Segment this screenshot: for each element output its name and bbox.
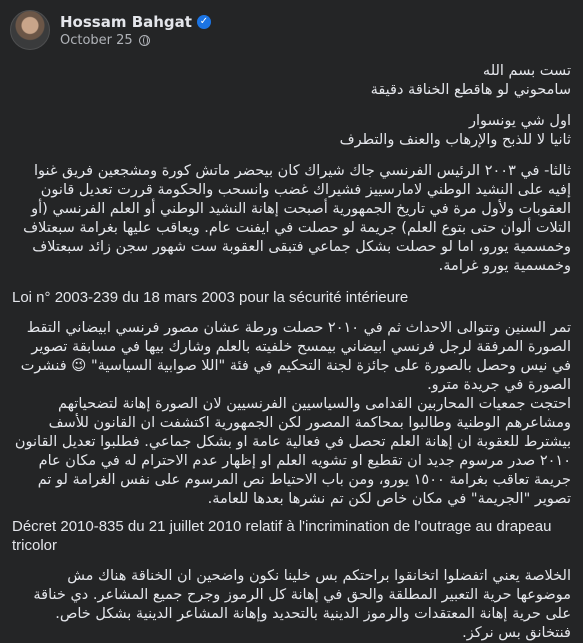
post-paragraph-1: تست بسم الله سامحوني لو هاقطع الخناقة دقيقة	[370, 63, 571, 98]
post-paragraph-2: اول شي يونسوار ثانيا لا للذبح والإرهاب والعنف والتطرف	[339, 113, 571, 148]
post-date-row	[60, 33, 211, 48]
verified-badge-icon: ✓	[197, 15, 211, 29]
author-avatar[interactable]	[10, 10, 50, 50]
post-date[interactable]: October 25	[60, 32, 133, 48]
author-name-row	[60, 13, 211, 31]
globe-icon	[139, 35, 150, 46]
post-paragraph-5: الخلاصة يعني اتفضلوا اتخانقوا براحتكم بس خلينا نكون واضحين ان الخناقة هناك مش موضوعها حرية التعبير المطلقة والحق في إهانة كل الرموز وجرح جميع المشاعر. دي خناقة على حرية إهانة المعتقدات والرموز الدينية بالتحديد وإهانة المشاعر الدينية بشكل خاص. فنتخانق بس نركز.	[33, 568, 571, 641]
decree-reference-2010: Décret 2010-835 du 21 juillet 2010 relatif à l'incrimination de l'outrage au drapeau tricolor	[12, 518, 552, 554]
author-name[interactable]: Hossam Bahgat	[60, 12, 192, 31]
post-body	[12, 62, 571, 643]
law-reference-2003: Loi n° 2003-239 du 18 mars 2003 pour la sécurité intérieure	[12, 289, 409, 306]
post-paragraph-4: تمر السنين وتتوالى الاحداث ثم في ٢٠١٠ حصلت ورطة عشان مصور فرنسي ابيضاني التقط الصورة المرفقة لرجل فرنسي ابيضاني بيمسح خلفيته بالعلم وشارك بيها في مسابقة تصوير في نيس وحصل بالصورة على جائزة لجنة التحكيم في فئة "اللا صوابية السياسية" 😉 فنشرت الصورة في جريدة مترو. احتجت جمعيات المحاربين القدامى والسياسيين الفرنسيين لان الصورة إهانة لتضحياتهم ومشاعرهم الوطنية وطالبوا بمحاكمة المصور لكن الجمهورية اكتشفت ان القانون للأسف بيشترط للعقوبة ان إهانة العلم تحصل في فعالية عامة او بشكل جماعي. فطلبوا تعديل القانون ٢٠١٠ صدر مرسوم جديد ان تقطيع او تشويه العلم او إظهار عدم الاحترام له في مكان عام جريمة تعاقب بغرامة ١٥٠٠ يورو، ومن باب الاحتياط نص المرسوم على نفس الغرامة لو تم تصوير "الجريمة" في مكان خاص لكن تم نشرها بعدها للعامة.	[14, 320, 571, 507]
post-paragraph-3: ثالثا- في ٢٠٠٣ الرئيس الفرنسي جاك شيراك كان بيحضر ماتش كورة ومشجعين فريق غنوا إفيه على النشيد الوطني لامارسييز فشيراك غضب وانسحب والحكومة قررت تعديل قانون العقوبات ولأول مرة في تاريخ الجمهورية أصبحت إهانة النشيد الوطني أو العلم الفرنسي (أو التلات ألوان حتى بتوع العلم) جريمة لو حصلت في ايفنت عام. ويعاقب عليها بغرامة سبعتلاف وخمسمية يورو، اما لو حصلت بشكل جماعي فتبقى العقوبة ست شهور سجن زائد سبعتلاف وخمسمية يورو غرامة.	[23, 163, 571, 274]
post-header	[10, 10, 211, 50]
author-meta	[60, 13, 211, 48]
